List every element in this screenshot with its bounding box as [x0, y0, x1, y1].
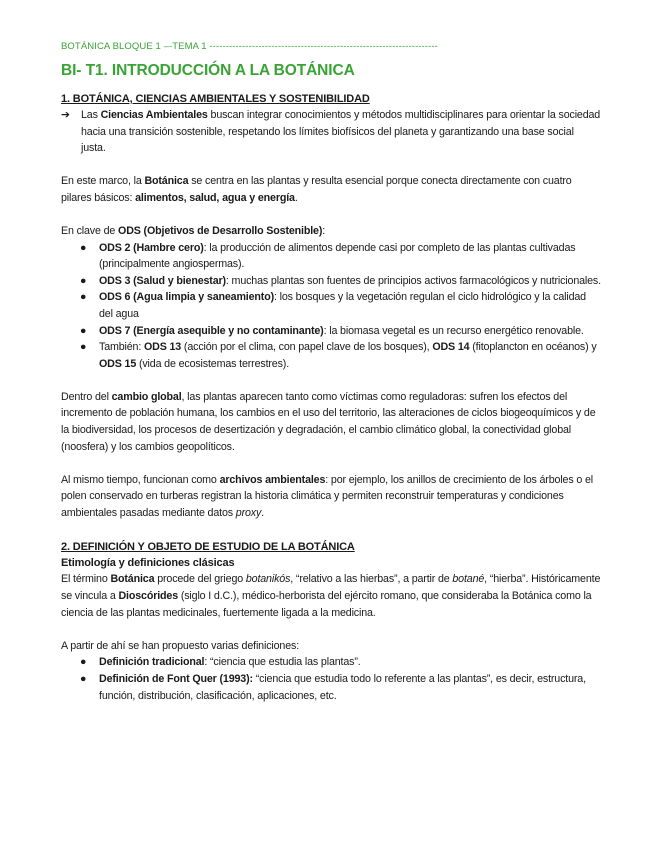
bullet-icon: ● [80, 656, 87, 669]
running-header: BOTÁNICA BLOQUE 1 –-TEMA 1 ---------------------------------------------------------------------- [61, 41, 438, 52]
bullet-icon: ● [80, 241, 87, 254]
bullet-icon: ● [80, 274, 87, 287]
bullet-icon: ● [80, 291, 87, 304]
paragraph-etimologia: El término Botánica procede del griego botanikós, “relativo a las hierbas”, a partir de botané, “hierba”. Históricamente se vincula a Dioscórides (siglo I d.C.), médico-herborista del ejército romano, que consideraba la Botánica como la ciencia de las plantas medicinales, fuertemente ligada a la medicina. [61, 573, 601, 619]
list-item: ● Definición tradicional: “ciencia que estudia las plantas”. [61, 654, 601, 671]
paragraph-definiciones-intro: A partir de ahí se han propuesto varias definiciones: [61, 639, 300, 652]
document-page [61, 40, 601, 704]
arrow-list-item: ➔ Las Ciencias Ambientales buscan integrar conocimientos y métodos multidisciplinares para orientar la sociedad hacia una transición sostenible, respetando los límites biofísicos del planeta y garantizando una base social justa. [61, 109, 601, 155]
list-item: ● ODS 2 (Hambre cero): la producción de alimentos depende casi por completo de las plantas cultivadas (principalmente angiospermas). [80, 241, 576, 271]
list-item: ● ODS 6 (Agua limpia y saneamiento): los bosques y la vegetación regulan el ciclo hidrológico y la calidad del agua [80, 291, 586, 320]
arrow-right-icon: ➔ [61, 109, 70, 121]
paragraph-ods-intro: En clave de ODS (Objetivos de Desarrollo Sostenible): [61, 224, 326, 237]
paragraph-cambio-global: Dentro del cambio global, las plantas aparecen tanto como víctimas como reguladoras: sufren los efectos del incremento de población humana, los cambios en el uso del territorio, las alteraciones de ciclos biogeoquímicos y de la biodiversidad, los procesos de desertización y degradación, el cambio climático global, la conectividad global (noosfera) y los cambios geopolíticos. [61, 390, 596, 453]
list-item: ● ODS 7 (Energía asequible y no contaminante): la biomasa vegetal es un recurso energético renovable. [61, 323, 601, 340]
list-item: ● También: ODS 13 (acción por el clima, con papel clave de los bosques), ODS 14 (fitoplancton en océanos) y ODS 15 (vida de ecosistemas terrestres). [80, 341, 597, 370]
definitions-list [61, 654, 601, 704]
subheading-etimologia: Etimología y definiciones clásicas [61, 557, 235, 570]
bullet-icon: ● [80, 324, 87, 337]
section-2-heading: 2. DEFINICIÓN Y OBJETO DE ESTUDIO DE LA BOTÁNICA [61, 541, 355, 554]
list-item: ● Definición de Font Quer (1993): “ciencia que estudia todo lo referente a las plantas”, es decir, estructura, función, distribución, clasificación, aplicaciones, etc. [80, 672, 586, 702]
list-item: ● ODS 3 (Salud y bienestar): muchas plantas son fuentes de principios activos farmacológicos y nutricionales. [61, 273, 601, 290]
section-1-heading: 1. BOTÁNICA, CIENCIAS AMBIENTALES Y SOSTENIBILIDAD [61, 93, 370, 105]
paragraph-botanica-marco: En este marco, la Botánica se centra en las plantas y resulta esencial porque conecta directamente con cuatro pilares básicos: alimentos, salud, agua y energía. [61, 175, 572, 204]
bullet-icon: ● [80, 341, 87, 354]
bullet-icon: ● [80, 672, 87, 685]
ods-list [61, 240, 601, 373]
page-title: BI- T1. INTRODUCCIÓN A LA BOTÁNICA [61, 62, 355, 79]
paragraph-archivos-ambientales: Al mismo tiempo, funcionan como archivos ambientales: por ejemplo, los anillos de crecimiento de los árboles o el polen conservado en turberas registran la historia climática y permiten reconstruir temperaturas y condiciones ambientales pasadas mediante datos proxy. [61, 473, 593, 519]
